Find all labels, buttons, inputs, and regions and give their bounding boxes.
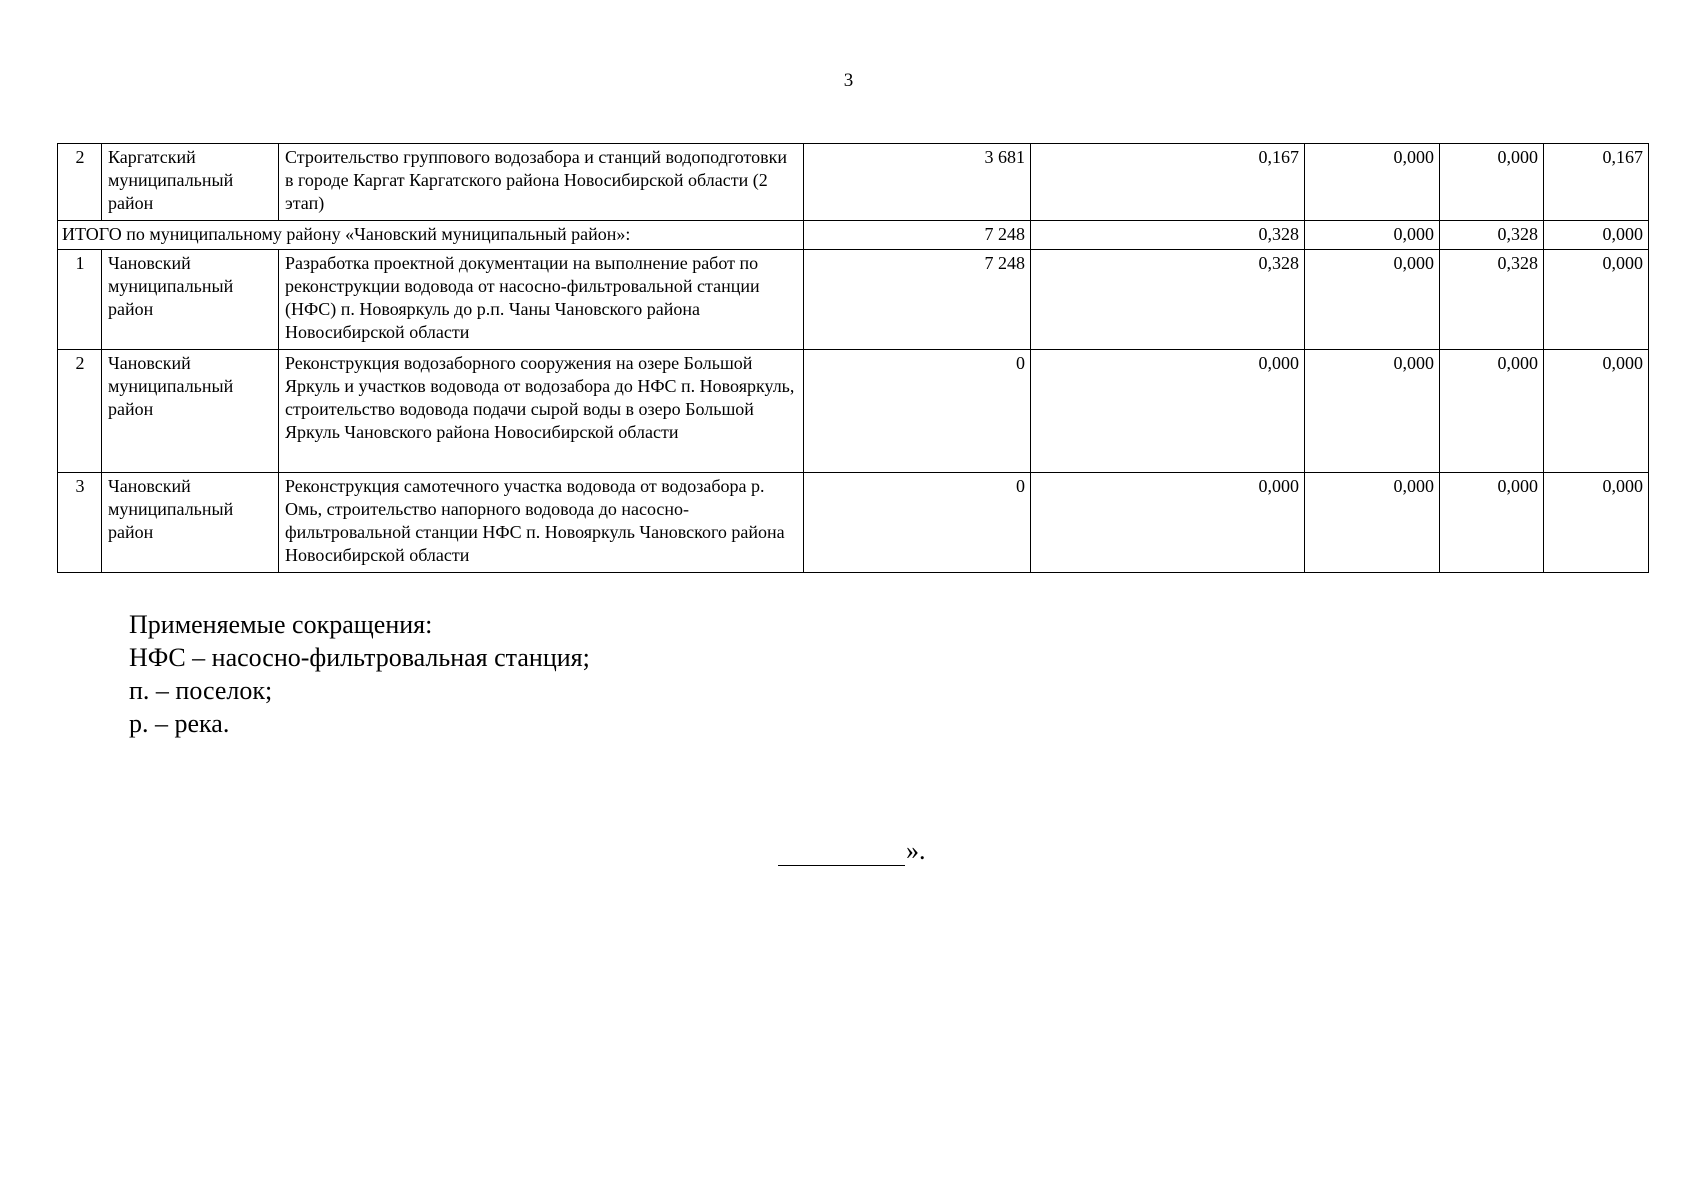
value-cell: 7 248 bbox=[804, 221, 1031, 250]
abbreviations-block bbox=[129, 608, 590, 740]
value-cell: 0,000 bbox=[1305, 250, 1440, 350]
value-cell: 0,000 bbox=[1305, 350, 1440, 473]
table-row bbox=[58, 144, 1649, 221]
signature-line bbox=[778, 839, 905, 866]
value-cell: 0,000 bbox=[1544, 473, 1649, 573]
abbreviation-item: р. – река. bbox=[129, 709, 230, 738]
table-total-row bbox=[58, 221, 1649, 250]
value-cell: 0 bbox=[804, 473, 1031, 573]
value-cell: 0,000 bbox=[1440, 144, 1544, 221]
value-cell: 3 681 bbox=[804, 144, 1031, 221]
project-cell: Строительство группового водозабора и станций водоподготовки в городе Каргат Каргатского района Новосибирской области (2 этап) bbox=[279, 144, 804, 221]
project-cell: Реконструкция водозаборного сооружения на озере Большой Яркуль и участков водовода от водозабора до НФС п. Новояркуль, строительство водовода подачи сырой воды в озеро Большой Яркуль Чановского района Новосибирской области bbox=[279, 350, 804, 473]
value-cell: 0,000 bbox=[1305, 144, 1440, 221]
value-cell: 7 248 bbox=[804, 250, 1031, 350]
value-cell: 0,167 bbox=[1544, 144, 1649, 221]
value-cell: 0,000 bbox=[1305, 221, 1440, 250]
value-cell: 0,000 bbox=[1544, 250, 1649, 350]
row-number: 3 bbox=[58, 473, 102, 573]
municipality-cell: Чановский муниципальный район bbox=[102, 350, 279, 473]
value-cell: 0,167 bbox=[1031, 144, 1305, 221]
abbreviations-title: Применяемые сокращения: bbox=[129, 610, 433, 639]
value-cell: 0,328 bbox=[1031, 221, 1305, 250]
investment-table bbox=[57, 143, 1649, 573]
value-cell: 0,000 bbox=[1031, 350, 1305, 473]
value-cell: 0,000 bbox=[1544, 350, 1649, 473]
municipality-cell: Каргатский муниципальный район bbox=[102, 144, 279, 221]
value-cell: 0,328 bbox=[1031, 250, 1305, 350]
row-number: 2 bbox=[58, 350, 102, 473]
municipality-cell: Чановский муниципальный район bbox=[102, 250, 279, 350]
row-number: 2 bbox=[58, 144, 102, 221]
table-row bbox=[58, 473, 1649, 573]
value-cell: 0,000 bbox=[1440, 473, 1544, 573]
total-label: ИТОГО по муниципальному району «Чановский муниципальный район»: bbox=[58, 221, 804, 250]
closing-mark bbox=[778, 836, 926, 866]
abbreviation-item: п. – поселок; bbox=[129, 676, 273, 705]
value-cell: 0,328 bbox=[1440, 250, 1544, 350]
table-row bbox=[58, 350, 1649, 473]
value-cell: 0,328 bbox=[1440, 221, 1544, 250]
closing-quote: ». bbox=[906, 836, 926, 865]
value-cell: 0,000 bbox=[1031, 473, 1305, 573]
value-cell: 0 bbox=[804, 350, 1031, 473]
page-number: 3 bbox=[843, 70, 854, 91]
value-cell: 0,000 bbox=[1544, 221, 1649, 250]
value-cell: 0,000 bbox=[1440, 350, 1544, 473]
table-row bbox=[58, 250, 1649, 350]
project-cell: Реконструкция самотечного участка водовода от водозабора р. Омь, строительство напорного водовода до насосно-фильтровальной станции НФС п. Новояркуль Чановского района Новосибирской области bbox=[279, 473, 804, 573]
municipality-cell: Чановский муниципальный район bbox=[102, 473, 279, 573]
row-number: 1 bbox=[58, 250, 102, 350]
value-cell: 0,000 bbox=[1305, 473, 1440, 573]
abbreviation-item: НФС – насосно-фильтровальная станция; bbox=[129, 643, 590, 672]
project-cell: Разработка проектной документации на выполнение работ по реконструкции водовода от насосно-фильтровальной станции (НФС) п. Новояркуль до р.п. Чаны Чановского района Новосибирской области bbox=[279, 250, 804, 350]
